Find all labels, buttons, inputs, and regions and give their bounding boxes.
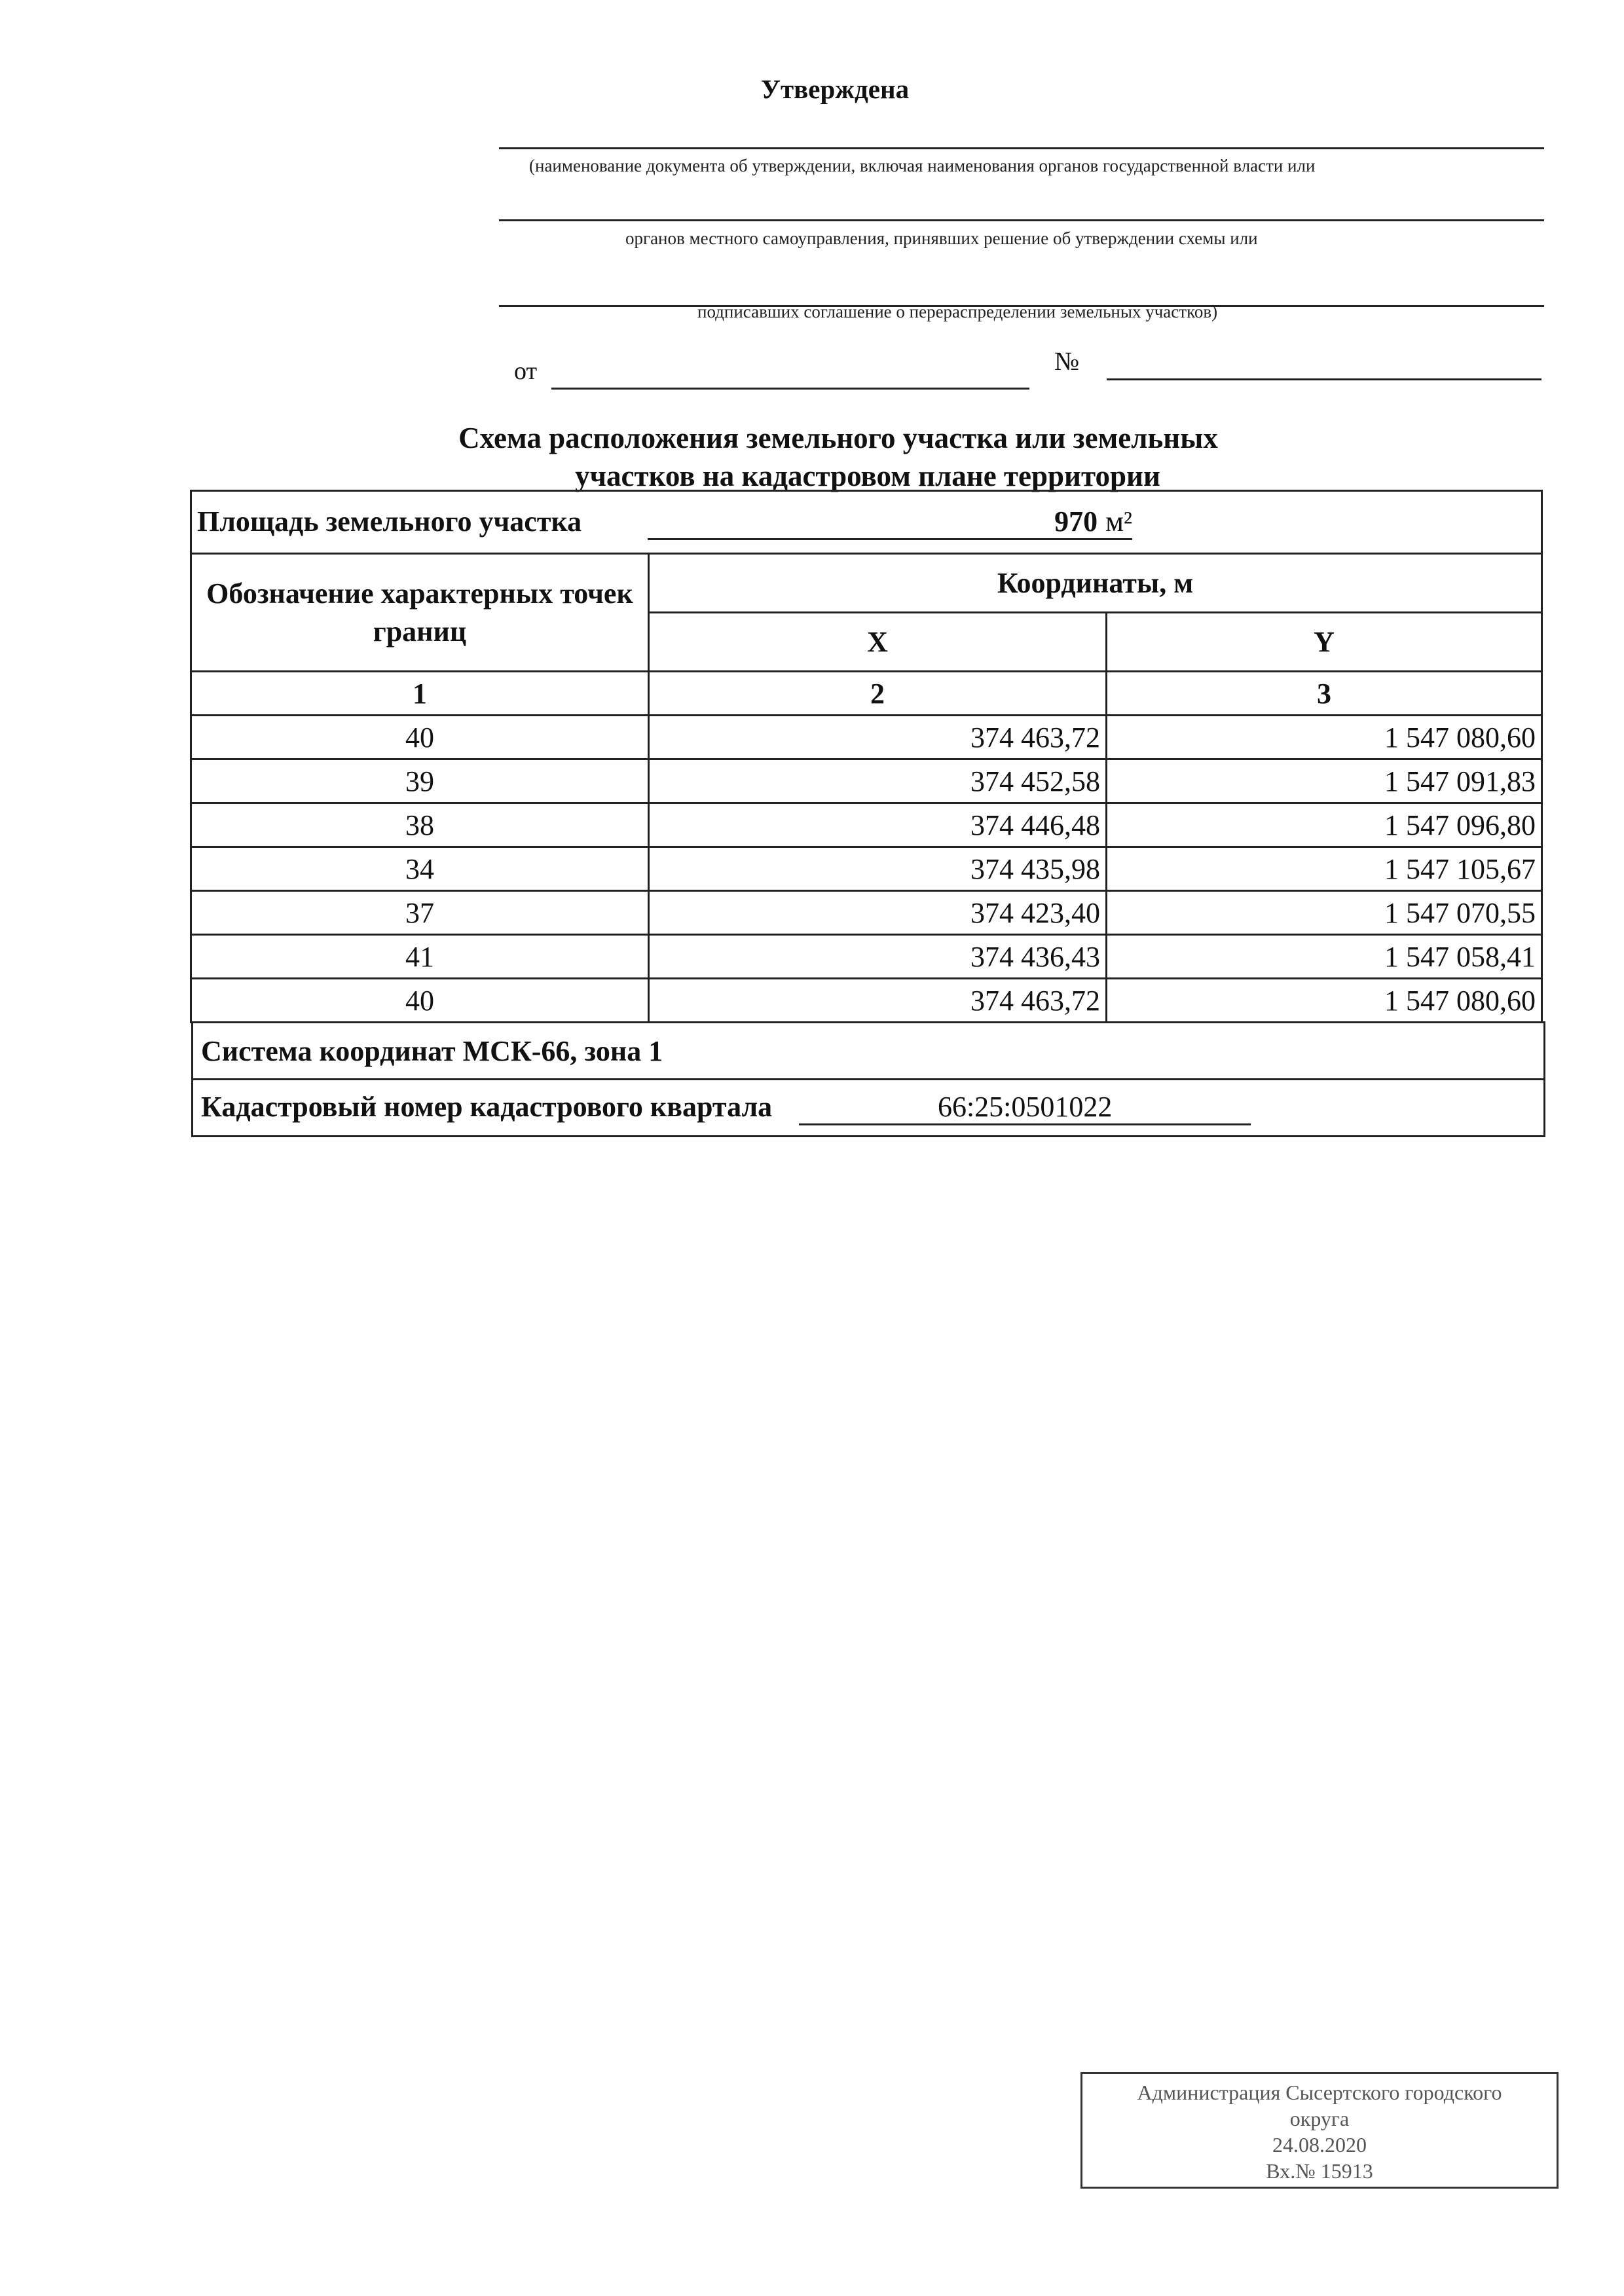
point-cell: 40 bbox=[191, 979, 649, 1023]
document-title bbox=[386, 419, 1290, 495]
registration-stamp bbox=[1080, 2072, 1559, 2189]
document-title-line-1: Схема расположения земельного участка или земельных bbox=[458, 422, 1218, 454]
number-label: № bbox=[1054, 346, 1080, 376]
y-cell: 1 547 080,60 bbox=[1107, 716, 1542, 759]
document-title-line-2: участков на кадастровом плане территории bbox=[575, 460, 1160, 492]
stamp-line-2: округа bbox=[1289, 2107, 1350, 2130]
y-cell: 1 547 091,83 bbox=[1107, 759, 1542, 803]
stamp-date: 24.08.2020 bbox=[1272, 2133, 1367, 2157]
approval-caption-3: подписавших соглашение о перераспределении земельных участков) bbox=[697, 302, 1218, 321]
approval-line-1 bbox=[499, 147, 1544, 149]
approval-caption-1: (наименование документа об утверждении, включая наименования органов государственной власти или bbox=[529, 156, 1316, 175]
coordinate-system-table bbox=[191, 1021, 1545, 1137]
area-number: 970 bbox=[1054, 505, 1098, 538]
table-row bbox=[191, 979, 1542, 1023]
x-cell: 374 463,72 bbox=[649, 979, 1107, 1023]
point-cell: 38 bbox=[191, 803, 649, 847]
coordinate-system: Система координат МСК-66, зона 1 bbox=[193, 1023, 1545, 1080]
x-cell: 374 463,72 bbox=[649, 716, 1107, 759]
x-cell: 374 436,43 bbox=[649, 935, 1107, 979]
point-cell: 37 bbox=[191, 891, 649, 935]
points-header: Обозначение характерных точек границ bbox=[191, 554, 649, 672]
x-header: X bbox=[649, 613, 1107, 672]
table-row bbox=[191, 891, 1542, 935]
table-row bbox=[191, 803, 1542, 847]
point-cell: 41 bbox=[191, 935, 649, 979]
column-index-2: 2 bbox=[649, 672, 1107, 716]
column-index-1: 1 bbox=[191, 672, 649, 716]
coordinates-header: Координаты, м bbox=[649, 554, 1542, 613]
stamp-line-1: Администрация Сысертского городского bbox=[1137, 2081, 1502, 2104]
area-label: Площадь земельного участка bbox=[197, 505, 582, 538]
approval-line-2 bbox=[499, 219, 1544, 221]
date-line bbox=[551, 388, 1029, 390]
y-cell: 1 547 070,55 bbox=[1107, 891, 1542, 935]
area-value bbox=[648, 505, 1132, 540]
area-row bbox=[191, 491, 1542, 554]
y-cell: 1 547 105,67 bbox=[1107, 847, 1542, 891]
area-unit: м² bbox=[1105, 505, 1133, 538]
x-cell: 374 446,48 bbox=[649, 803, 1107, 847]
point-cell: 40 bbox=[191, 716, 649, 759]
number-line bbox=[1107, 378, 1541, 380]
x-cell: 374 452,58 bbox=[649, 759, 1107, 803]
table-row bbox=[191, 935, 1542, 979]
y-cell: 1 547 058,41 bbox=[1107, 935, 1542, 979]
x-cell: 374 423,40 bbox=[649, 891, 1107, 935]
cadastral-quarter-row bbox=[193, 1080, 1545, 1137]
cadastral-quarter-number: 66:25:0501022 bbox=[799, 1090, 1251, 1125]
point-cell: 39 bbox=[191, 759, 649, 803]
table-row bbox=[191, 716, 1542, 759]
date-label: от bbox=[514, 357, 538, 385]
cadastral-quarter-label: Кадастровый номер кадастрового квартала bbox=[201, 1091, 773, 1123]
table-row bbox=[191, 759, 1542, 803]
coordinates-table bbox=[190, 490, 1543, 1023]
y-header: Y bbox=[1107, 613, 1542, 672]
stamp-incoming-number: Вх.№ 15913 bbox=[1266, 2159, 1373, 2183]
table-row bbox=[191, 847, 1542, 891]
column-index-3: 3 bbox=[1107, 672, 1542, 716]
y-cell: 1 547 096,80 bbox=[1107, 803, 1542, 847]
approval-caption-2: органов местного самоуправления, принявших решение об утверждении схемы или bbox=[625, 228, 1258, 248]
approved-heading: Утверждена bbox=[760, 74, 910, 104]
point-cell: 34 bbox=[191, 847, 649, 891]
x-cell: 374 435,98 bbox=[649, 847, 1107, 891]
y-cell: 1 547 080,60 bbox=[1107, 979, 1542, 1023]
